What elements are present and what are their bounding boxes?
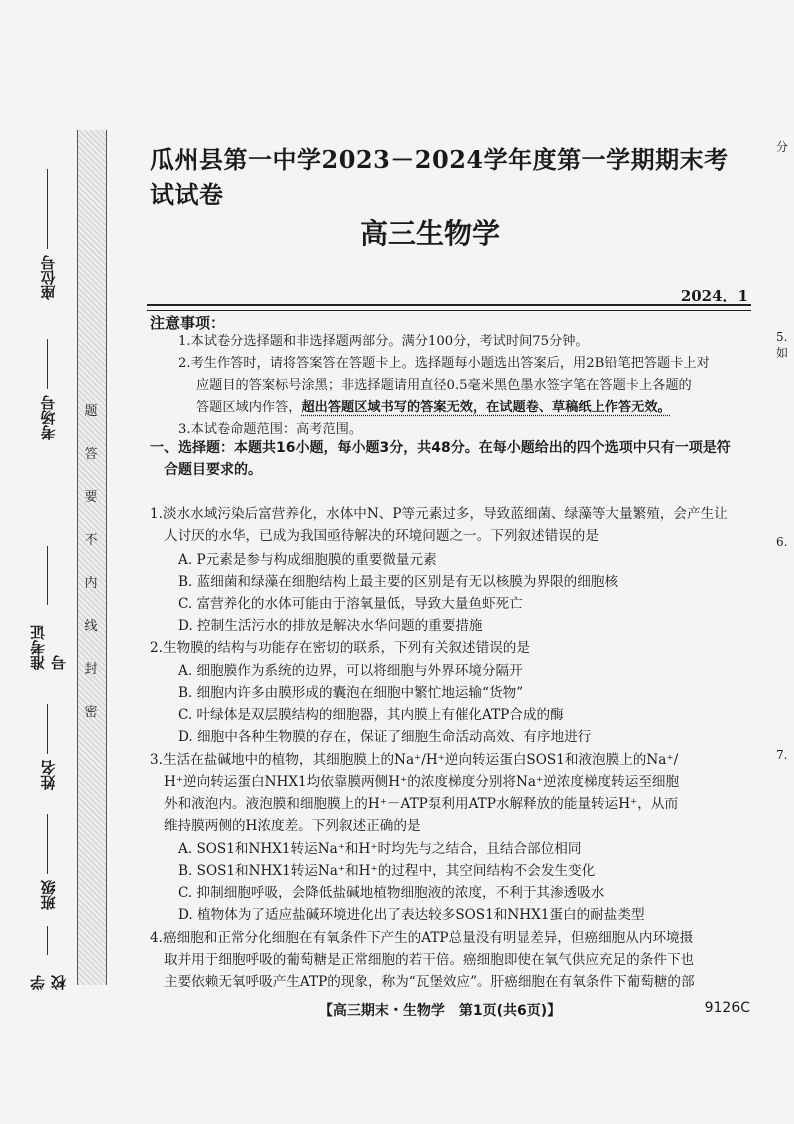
binding-label: 密	[84, 705, 98, 720]
exam-date: 2024．1	[680, 287, 748, 305]
notice-item: 3.本试卷命题范围：高考范围。	[178, 422, 363, 437]
notice-heading: 注意事项：	[150, 314, 226, 332]
exam-title: 瓜州县第一中学2023－2024学年度第一学期期末考试试卷	[150, 145, 729, 209]
question-1-option[interactable]: D. 控制生活污水的排放是解决水华问题的重要措施	[178, 618, 483, 634]
exam-subject: 高三生物学	[359, 217, 500, 250]
question-2-option[interactable]: B. 细胞内许多由膜形成的囊泡在细胞中繁忙地运输“货物”	[178, 685, 524, 701]
binding-strip	[77, 130, 107, 985]
class-field[interactable]	[28, 800, 68, 910]
question-1-option[interactable]: B. 蓝细菌和绿藻在细胞结构上最主要的区别是有无以核膜为界限的细胞核	[178, 574, 619, 590]
room-label: 考场号	[39, 395, 58, 440]
header-rule	[147, 304, 751, 311]
next-page-fragment: 7.	[776, 748, 788, 762]
question-1-stem: 1.淡水水域污染后富营养化，水体中N、P等元素过多，导致蓝细菌、绿藻等大量繁殖，会产生让 人讨厌的水华，已成为我国亟待解决的环境问题之一。下列叙述错误的是	[150, 506, 728, 544]
next-page-fragment: 分	[776, 140, 789, 154]
binding-label: 封	[84, 662, 98, 677]
question-4-stem: 4.癌细胞和正常分化细胞在有氧条件下产生的ATP总量没有明显差异，但癌细胞从内环境摄 取并用于细胞呼吸的葡萄糖是正常细胞的若干倍。癌细胞即使在氧气供应充足的条件下也 主要依赖无氧呼吸产生ATP的现象，称为“瓦堡效应”。肝癌细胞在有氧条件下葡萄糖的部	[150, 930, 695, 990]
notice-item: 1.本试卷分选择题和非选择题两部分。满分100分，考试时间75分钟。	[178, 334, 589, 349]
question-3-option[interactable]: A. SOS1和NHX1转运Na⁺和H⁺时均先与之结合，且结合部位相同	[178, 841, 582, 857]
question-3-option[interactable]: D. 植物体为了适应盐碱环境进化出了表达较多SOS1和NHX1蛋白的耐盐类型	[178, 907, 645, 923]
binding-label: 不	[84, 533, 98, 548]
question-2-option[interactable]: C. 叶绿体是双层膜结构的细胞器，其内膜上有催化ATP合成的酶	[178, 707, 564, 723]
seat-label: 座位号	[39, 255, 58, 300]
notice-item: 2.考生作答时，请将答案答在答题卡上。选择题每小题选出答案后，用2B铅笔把答题卡上对 应题目的答案标号涂黑；非选择题请用直径0.5毫米黑色墨水签字笔在答题卡上各题的 答题区域内作答，超出答题区域书写的答案无效，在试题卷、草稿纸上作答无效。	[178, 356, 710, 415]
next-page-fragment: 6.	[776, 535, 788, 549]
question-3-option[interactable]: B. SOS1和NHX1转运Na⁺和H⁺的过程中，其空间结构不会发生变化	[178, 863, 596, 879]
name-label: 姓名	[39, 760, 58, 790]
binding-label: 线	[84, 619, 98, 634]
class-label: 班级	[39, 880, 58, 910]
room-field[interactable]	[28, 330, 68, 440]
ticket-field[interactable]	[28, 540, 68, 670]
question-1-option[interactable]: A. P元素是参与构成细胞膜的重要微量元素	[178, 552, 437, 568]
page-footer: 【高三期末・生物学 第1页(共6页)】	[318, 1003, 562, 1019]
binding-label: 要	[84, 490, 98, 505]
question-2-stem: 2.生物膜的结构与功能存在密切的联系，下列有关叙述错误的是	[150, 640, 530, 656]
section-heading: 一、选择题：本题共16小题，每小题3分，共48分。在每小题给出的四个选项中只有一项是符 合题目要求的。	[150, 440, 731, 478]
binding-label: 题	[84, 404, 98, 419]
next-page-fragment: 5. 如	[776, 330, 789, 360]
ticket-label: 准考证号	[29, 625, 68, 670]
name-field[interactable]	[28, 690, 68, 790]
binding-label: 内	[84, 576, 98, 591]
seat-field[interactable]	[28, 160, 68, 300]
binding-label: 答	[84, 447, 98, 462]
question-3-stem: 3.生活在盐碱地中的植物，其细胞膜上的Na⁺/H⁺逆向转运蛋白SOS1和液泡膜上的Na⁺/ H⁺逆向转运蛋白NHX1均依靠膜两侧H⁺的浓度梯度分别将Na⁺逆浓度梯度转运至细胞 外和液泡内。液泡膜和细胞膜上的H⁺－ATP泵利用ATP水解释放的能量转运H⁺，从而 维持膜两侧的H浓度差。下列叙述正确的是	[150, 752, 680, 834]
exam-code: 9126C	[704, 1000, 750, 1016]
question-1-option[interactable]: C. 富营养化的水体可能由于溶氧量低，导致大量鱼虾死亡	[178, 596, 523, 612]
question-3-option[interactable]: C. 抑制细胞呼吸，会降低盐碱地植物细胞液的浓度，不利于其渗透吸水	[178, 885, 605, 901]
school-label: 学校	[29, 975, 68, 990]
school-field[interactable]	[28, 920, 68, 990]
question-2-option[interactable]: A. 细胞膜作为系统的边界，可以将细胞与外界环境分隔开	[178, 663, 523, 679]
question-2-option[interactable]: D. 细胞中各种生物膜的存在，保证了细胞生命活动高效、有序地进行	[178, 729, 592, 745]
